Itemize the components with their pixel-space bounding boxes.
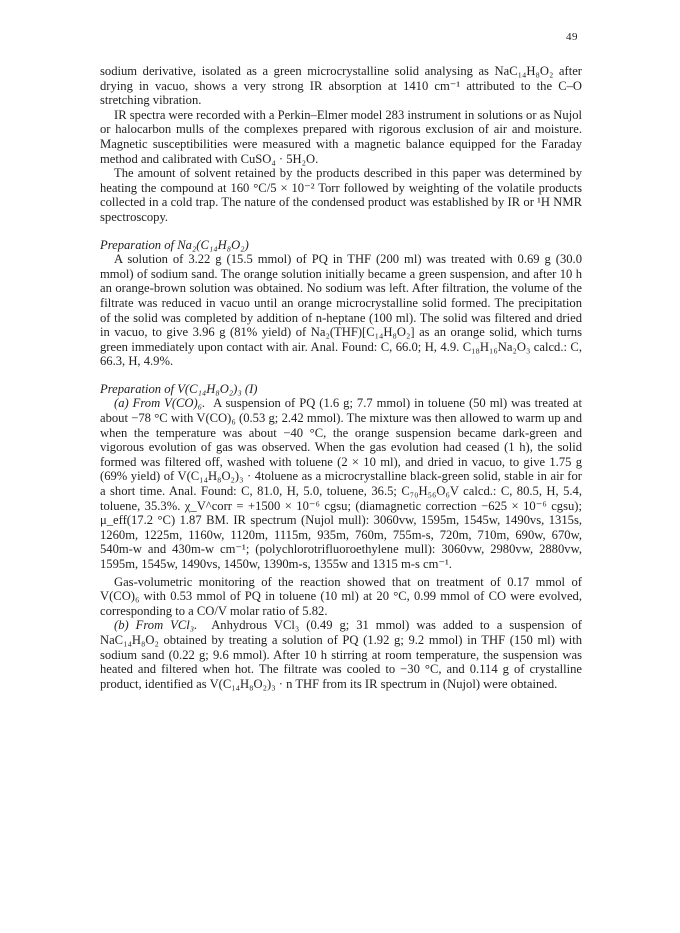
heading-preparation-v: Preparation of V(C₁₄H₈O₂)₃ (I) xyxy=(100,381,258,396)
text-from-vcl3: Anhydrous VCl₃ (0.49 g; 31 mmol) was added to a suspension of NaC₁₄H₈O₂ obtained by treating a solution of PQ (1.92 g; 9.2 mmol) in THF (150 ml) with sodium sand (0.22 g; 9.6 mmol). After 10 h stirring at room temperature, the suspension was heated and filtered when hot. The filtrate was cooled to −30 °C, and 0.114 g of crystalline product, identified as V(C₁₄H₈O₂)₃ · n THF from its IR spectrum in (Nujol) were obtained. xyxy=(100,618,582,691)
page-body xyxy=(100,64,582,691)
paragraph-ir-spectra: IR spectra were recorded with a Perkin–Elmer model 283 instrument in solutions or as Nujol or halocarbon mulls of the complexes prepared with rigorous exclusion of air and moisture. Magnetic susceptibilities were measured with a magnetic balance equipped for the Faraday method and calibrated with CuSO₄ · 5H₂O. xyxy=(100,107,582,166)
paragraph-gas-volumetric: Gas-volumetric monitoring of the reaction showed that on treatment of 0.17 mmol of V(CO)₆ with 0.53 mmol of PQ in toluene (10 ml) at 20 °C, 0.99 mmol of CO were evolved, corresponding to a CO/V molar ratio of 5.82. xyxy=(100,574,582,618)
paragraph-preparation-na2: A solution of 3.22 g (15.5 mmol) of PQ in THF (200 ml) was treated with 0.69 g (30.0 mmol) of sodium sand. The orange solution initially became a green suspension, and after 10 h an orange-brown solution was obtained. No sodium was left. After filtration, the volume of the filtrate was reduced in vacuo until an orange microcrystalline solid formed. The precipitation of the solid was completed by addition of n-heptane (100 ml). The solid was filtered and dried in vacuo, to give 3.96 g (81% yield) of Na₂(THF)[C₁₄H₈O₂] as an orange solid, which turns green immediately upon contact with air. Anal. Found: C, 66.0; H, 4.9. C₁₈H₁₆Na₂O₃ calcd.: C, 66.3, H, 4.9%. xyxy=(100,252,582,369)
paragraph-sodium-derivative: sodium derivative, isolated as a green microcrystalline solid analysing as NaC₁₄H₈O₂ after drying in vacuo, shows a very strong IR absorption at 1410 cm⁻¹ attributed to the C–O stretching vibration. xyxy=(100,64,582,108)
page-number: 49 xyxy=(566,31,578,43)
heading-preparation-na2: Preparation of Na₂(C₁₄H₈O₂) xyxy=(100,237,249,252)
paragraph-from-vcl3 xyxy=(100,618,582,691)
paragraph-solvent-retained: The amount of solvent retained by the products described in this paper was determined by heating the compound at 160 °C/5 × 10⁻² Torr followed by weighting of the volatile products collected in a cold trap. The nature of the condensed product was established by IR or ¹H NMR spectroscopy. xyxy=(100,166,582,224)
subheading-from-vco6: (a) From V(CO)₆. xyxy=(114,396,206,411)
subheading-from-vcl3: (b) From VCl₃. xyxy=(114,618,198,633)
text-from-vco6: A suspension of PQ (1.6 g; 7.7 mmol) in toluene (50 ml) was treated at about −78 °C with V(CO)₆ (0.53 g; 2.42 mmol). The mixture was then allowed to warm up and when the temperature was about −40 °C, the orange suspension became dark-green and vigorous evolution of gas was observed. When the gas evolution had ceased (1 h), the solid formed was filtered off, washed with toluene (2 × 10 ml), and dried in vacuo, to give 1.75 g (69% yield) of V(C₁₄H₈O₂)₃ · 4toluene as a microcrystalline black-green solid, stable in air for a short time. Anal. Found: C, 81.0, H, 5.0, toluene, 36.5; C₇₀H₅₆O₆V calcd.: C, 80.5, H, 5.4, toluene, 35.3%. χ_V^corr = +1500 × 10⁻⁶ cgsu; (diamagnetic correction −625 × 10⁻⁶ cgsu); μ_eff(17.2 °C) 1.87 BM. IR spectrum (Nujol mull): 3060vw, 1595m, 1545w, 1490vs, 1315s, 1260m, 1225m, 1160w, 1120m, 1115m, 935m, 760m, 755m-s, 720m, 710m, 690w, 670w, 540m-w and 430m-w cm⁻¹; (polychlorotrifluoroethylene mull): 3060vw, 2980vw, 2880vw, 1595m, 1545w, 1490vs, 1450w, 1390m-s, 1355w and 1315 m-s cm⁻¹. xyxy=(100,396,582,571)
paragraph-from-vco6 xyxy=(100,396,582,571)
